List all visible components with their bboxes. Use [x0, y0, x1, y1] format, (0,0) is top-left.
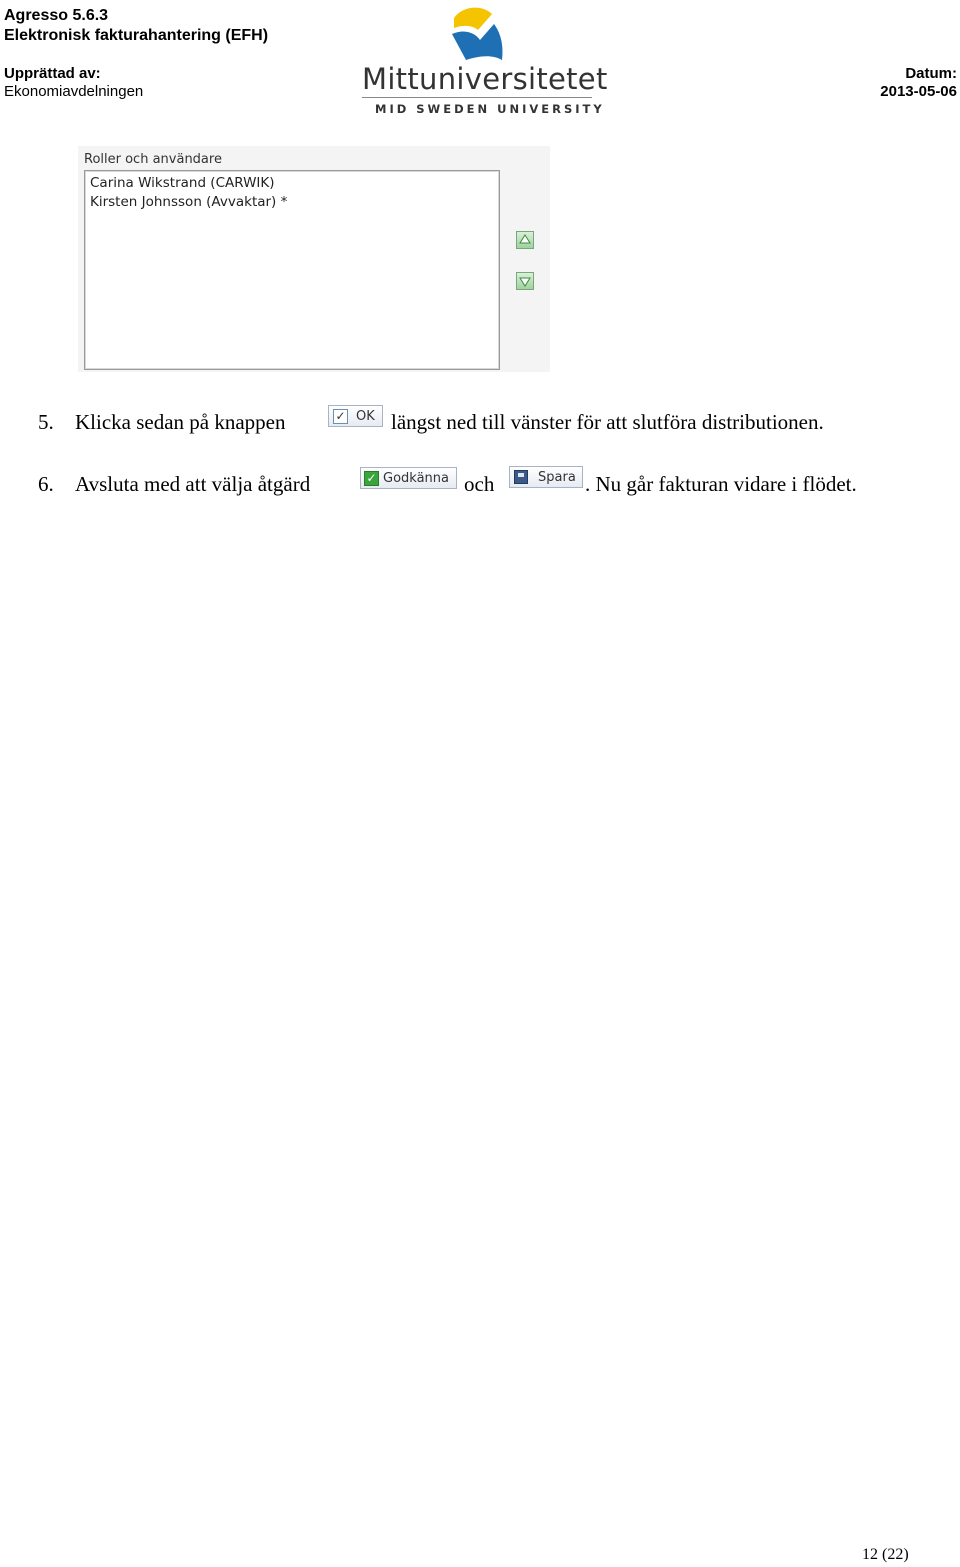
- users-listbox[interactable]: [84, 170, 500, 370]
- approve-button-label: Godkänna: [383, 470, 449, 486]
- step-6-text-before: Avsluta med att välja åtgärd: [75, 472, 311, 496]
- author-value: Ekonomiavdelningen: [4, 83, 144, 100]
- logo-mark-icon: [448, 4, 508, 64]
- date-value: 2013-05-06: [880, 83, 957, 100]
- arrow-up-icon: [517, 232, 533, 248]
- panel-title: Roller och användare: [84, 152, 222, 167]
- step-5-number: 5.: [38, 410, 54, 434]
- date-label: Datum:: [905, 65, 957, 82]
- step-5-text-after: längst ned till vänster för att slutföra distributionen.: [391, 410, 824, 434]
- step-5-text-before: Klicka sedan på knappen: [75, 410, 286, 434]
- logo-tagline: MID SWEDEN UNIVERSITY: [375, 102, 605, 116]
- app-version: Agresso 5.6.3: [4, 7, 109, 24]
- page-number: 12 (22): [862, 1546, 909, 1563]
- list-item[interactable]: Kirsten Johnsson (Avvaktar) *: [90, 194, 288, 210]
- list-item[interactable]: Carina Wikstrand (CARWIK): [90, 175, 275, 191]
- roles-users-panel: [78, 146, 550, 372]
- ok-button-label: OK: [356, 408, 375, 424]
- save-button[interactable]: [509, 466, 583, 488]
- step-6-conjunction: och: [464, 472, 495, 496]
- university-logo: [360, 4, 608, 118]
- arrow-down-icon: [517, 273, 533, 289]
- move-up-button[interactable]: [516, 231, 534, 249]
- logo-divider: [362, 97, 592, 98]
- ok-button[interactable]: [328, 405, 383, 427]
- save-button-label: Spara: [538, 469, 576, 485]
- logo-wordmark: Mittuniversitetet: [362, 62, 608, 96]
- step-6-number: 6.: [38, 472, 54, 496]
- step-6-text-after: . Nu går fakturan vidare i flödet.: [585, 472, 857, 496]
- doc-title: Elektronisk fakturahantering (EFH): [4, 27, 269, 44]
- checkbox-icon: ✓: [333, 409, 348, 424]
- author-label: Upprättad av:: [4, 65, 101, 82]
- move-down-button[interactable]: [516, 272, 534, 290]
- save-icon: [514, 470, 528, 484]
- approve-button[interactable]: [360, 467, 457, 489]
- check-icon: ✓: [364, 471, 379, 486]
